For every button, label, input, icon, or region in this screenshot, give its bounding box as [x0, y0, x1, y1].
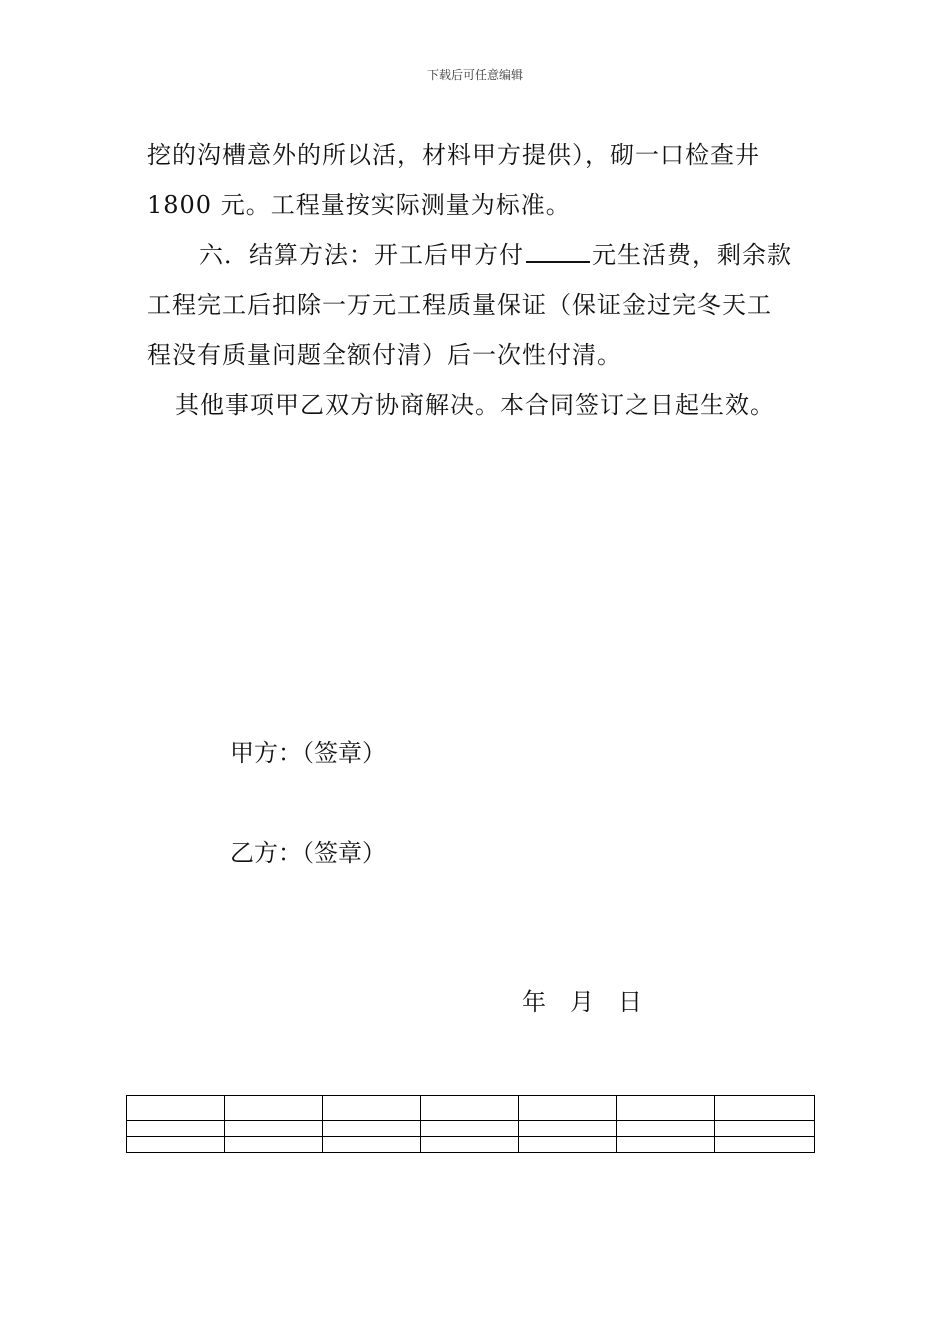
- paragraph-line-2: 1800 元。工程量按实际测量为标准。: [147, 191, 571, 219]
- paragraph-line-6: 其他事项甲乙双方协商解决。本合同签订之日起生效。: [175, 391, 775, 419]
- paragraph-line-4: 工程完工后扣除一万元工程质量保证（保证金过完冬天工: [147, 291, 772, 319]
- settlement-clause-suffix: 元生活费，剩余款: [592, 241, 792, 269]
- table-row: [127, 1121, 815, 1137]
- table-cell: [421, 1121, 519, 1137]
- table-cell: [715, 1096, 815, 1121]
- table-cell: [617, 1096, 715, 1121]
- paragraph-line-1: 挖的沟槽意外的所以活，材料甲方提供），砌一口检查井: [147, 141, 760, 169]
- table-row: [127, 1096, 815, 1121]
- settlement-clause: [199, 235, 792, 270]
- table-row: [127, 1137, 815, 1153]
- table-cell: [421, 1137, 519, 1153]
- date-month: 月: [570, 988, 594, 1016]
- amount-blank-field[interactable]: [526, 239, 590, 263]
- table-cell: [519, 1137, 617, 1153]
- table-cell: [715, 1137, 815, 1153]
- table-cell: [225, 1137, 323, 1153]
- page-header-note: 下载后可任意编辑: [426, 68, 523, 82]
- date-year: 年: [522, 988, 546, 1016]
- settlement-clause-prefix: 六．结算方法：开工后甲方付: [199, 241, 524, 269]
- paragraph-line-5: 程没有质量问题全额付清）后一次性付清。: [147, 341, 622, 369]
- table-cell: [323, 1121, 421, 1137]
- table-cell: [127, 1121, 225, 1137]
- table-cell: [127, 1096, 225, 1121]
- table-cell: [715, 1121, 815, 1137]
- empty-table: [126, 1095, 815, 1153]
- party-a-signature: 甲方：（签章）: [230, 739, 386, 767]
- date-day: 日: [618, 988, 642, 1016]
- table-cell: [519, 1096, 617, 1121]
- table-cell: [127, 1137, 225, 1153]
- table-cell: [519, 1121, 617, 1137]
- table-cell: [225, 1121, 323, 1137]
- table-cell: [421, 1096, 519, 1121]
- table-cell: [617, 1137, 715, 1153]
- table-cell: [323, 1096, 421, 1121]
- table-cell: [617, 1121, 715, 1137]
- table-cell: [225, 1096, 323, 1121]
- signing-date: [522, 982, 642, 1017]
- party-b-signature: 乙方：（签章）: [230, 839, 386, 867]
- table-cell: [323, 1137, 421, 1153]
